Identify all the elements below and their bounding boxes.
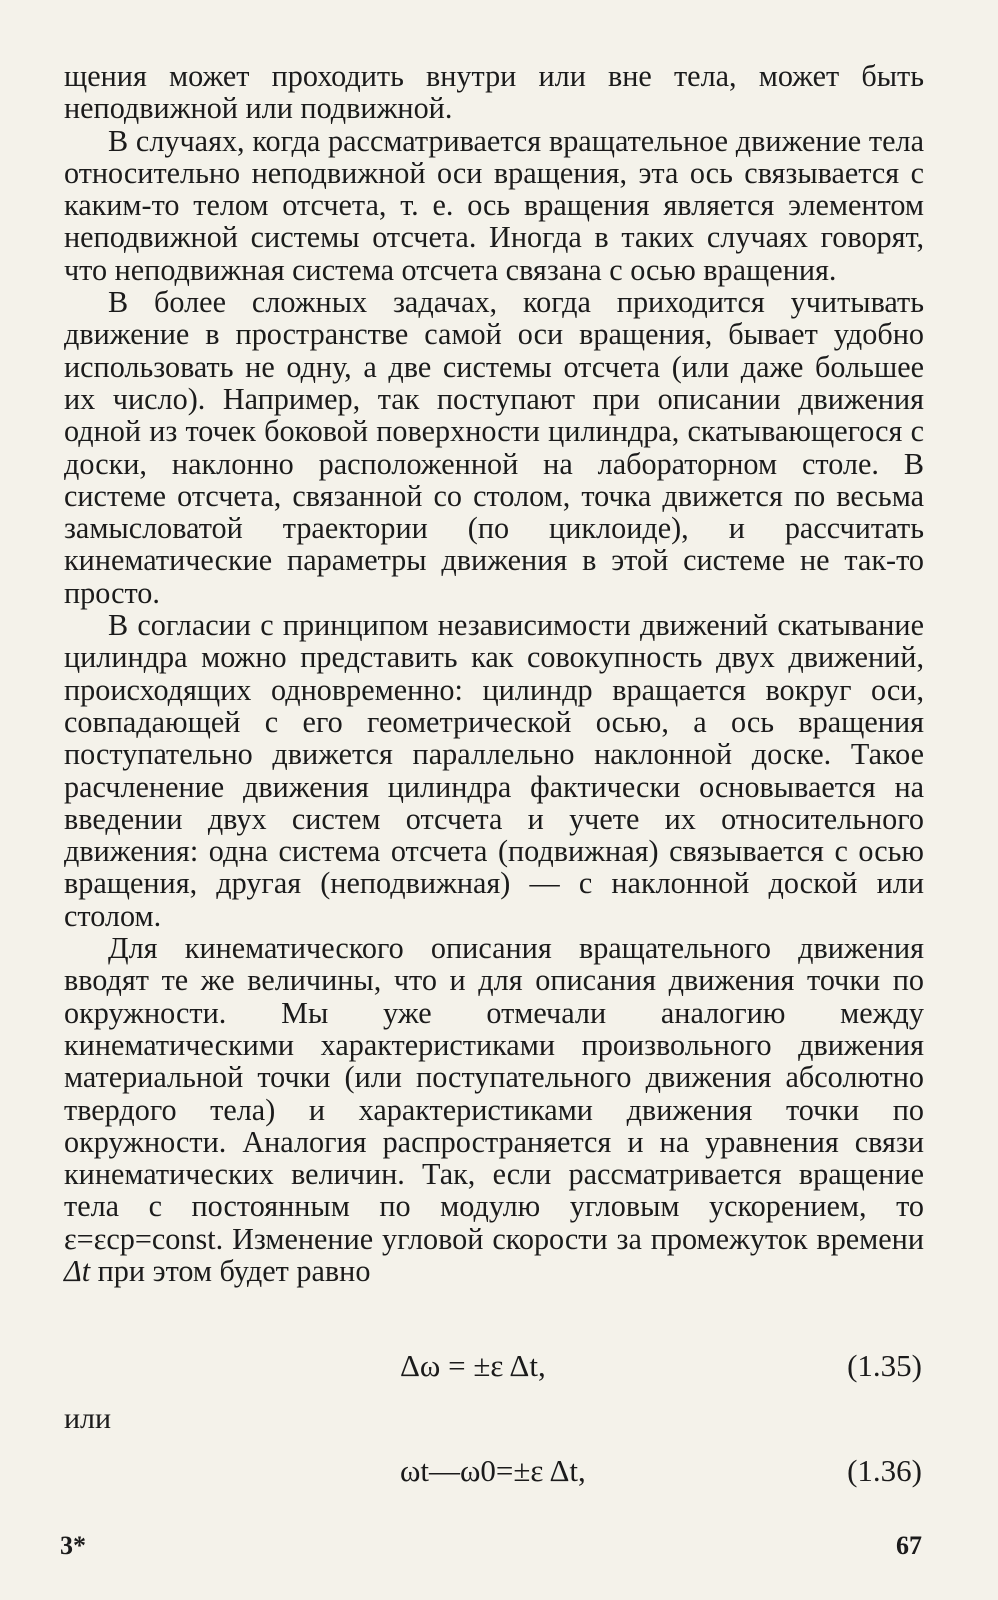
- formula-expression: Δω = ±ε Δt,: [400, 1348, 546, 1383]
- paragraph-kinematic-text: Для кинематического описания вращательного движения вводят те же величины, что и для описания движения точки по окружности. Мы уже отмечали аналогию между кинематическими характеристиками произвольного движения материальной точки (или поступательного движения абсолютно твердого тела) и характеристиками движения точки по окружности. Аналогия распространяется и на уравнения связи кинематических величин. Так, если рассматривается вращение тела с постоянным по модулю угловым ускорением, то: [64, 931, 924, 1224]
- paragraph-tail-1: Изменение угловой скорости за промежуток времени: [232, 1221, 924, 1256]
- page-number: 67: [896, 1531, 922, 1560]
- formula-expression: ωt—ω0=±ε Δt,: [400, 1453, 586, 1488]
- formula-number: (1.35): [847, 1348, 922, 1383]
- paragraph-continuation: щения может проходить внутри или вне тела, может быть неподвижной или подвижной.: [64, 59, 924, 126]
- signature-mark: 3*: [60, 1531, 86, 1560]
- inline-equation: ε=εср=const.: [64, 1221, 224, 1256]
- paragraph-tail-2: при этом будет равно: [97, 1253, 371, 1288]
- connector-word: или: [64, 1402, 112, 1435]
- paragraph-fixed-axis: В случаях, когда рассматривается вращательное движение тела относительно неподвижной оси вращения, эта ось связывается с каким-то телом отсчета, т. е. ось вращения является элементом неподвижной системы отсчета. Иногда в таких случаях говорят, что неподвижная система отсчета связана с осью вращения.: [64, 123, 924, 287]
- paragraph-independence: В согласии с принципом независимости движений скатывание цилиндра можно представить как совокупность двух движений, происходящих одновременно: цилиндр вращается вокруг оси, совпадающей с его геометрической осью, а ось вращения поступательно движется параллельно наклонной доске. Такое расчленение движения цилиндра фактически основывается на введении двух систем отсчета и учете их относительного движения: одна система отсчета (подвижная) связывается с осью вращения, другая (неподвижная) — с наклонной доской или столом.: [64, 608, 924, 933]
- delta-t-symbol: Δt: [64, 1253, 91, 1288]
- body-text: [64, 60, 924, 1287]
- paragraph-complex-tasks: В более сложных задачах, когда приходится учитывать движение в пространстве самой оси вращения, бывает удобно использовать не одну, а две системы отсчета (или даже большее их число). Например, так поступают при описании движения одной из точек боковой поверхности цилиндра, скатывающегося с доски, наклонно расположенной на лабораторном столе. В системе отсчета, связанной со столом, точка движется по весьма замысловатой траектории (по циклоиде), и рассчитать кинематические параметры движения в этой системе не так-то просто.: [64, 285, 924, 610]
- formula-number: (1.36): [847, 1453, 922, 1488]
- paragraph-kinematic-description: [64, 932, 924, 1287]
